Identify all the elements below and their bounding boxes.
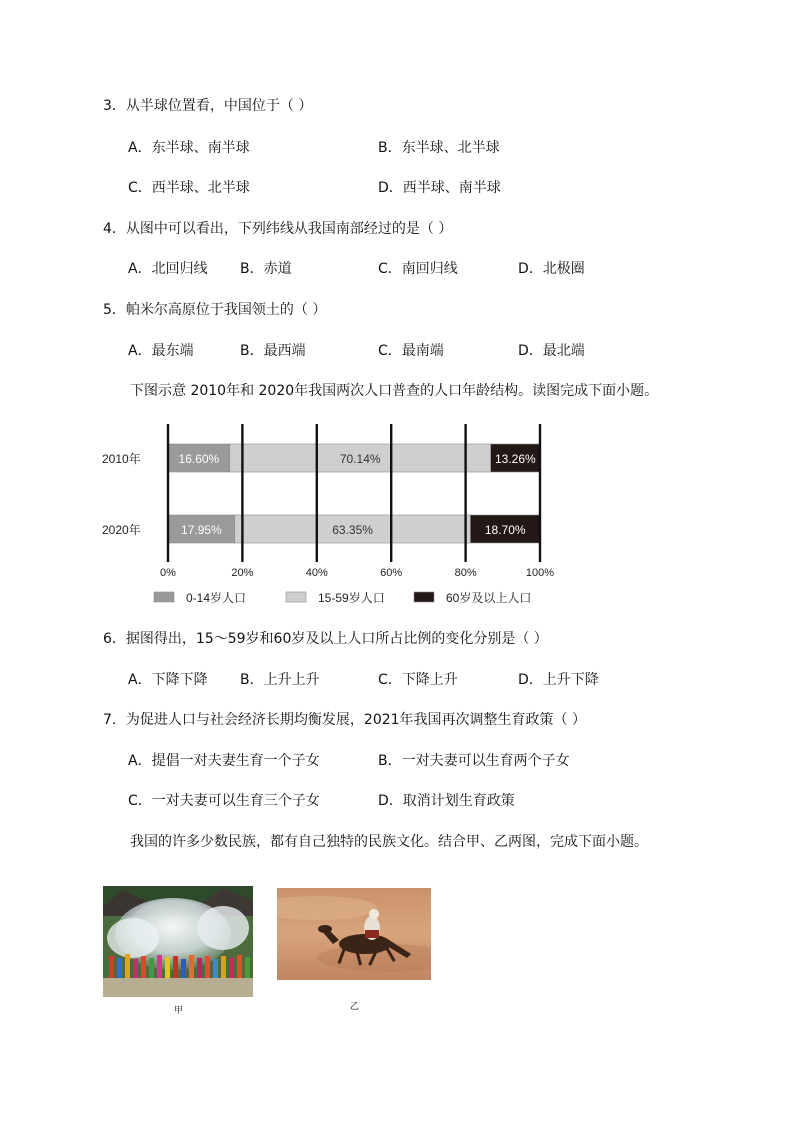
question-5-option-b[interactable]: B．最西端 <box>240 343 306 359</box>
question-4-option-a[interactable]: A．北回归线 <box>128 261 208 277</box>
question-6-option-b[interactable]: B．上升上升 <box>240 672 320 688</box>
tick-label-5: 100% <box>525 567 555 579</box>
photo-right-caption: 乙 <box>350 1002 360 1012</box>
photos-intro-text: 我国的许多少数民族，都有自己独特的民族文化。结合甲、乙两图，完成下面小题。 <box>130 834 648 850</box>
category-label-1: 2020年 <box>102 523 141 537</box>
bar-label-0-0: 16.60% <box>178 452 220 466</box>
tick-label-1: 20% <box>231 567 254 579</box>
question-5-option-a[interactable]: A．最东端 <box>128 343 194 359</box>
question-3-stem: 3．从半球位置看，中国位于（ ） <box>103 98 313 114</box>
tick-label-3: 60% <box>380 567 403 579</box>
horse-riding-photo <box>277 888 431 980</box>
photo-left-caption: 甲 <box>174 1006 184 1016</box>
legend-label-0: 0-14岁人口 <box>186 591 247 605</box>
question-3-option-a[interactable]: A．东半球、南半球 <box>128 140 250 156</box>
question-3-option-b[interactable]: B．东半球、北半球 <box>378 140 500 156</box>
question-4-option-b[interactable]: B．赤道 <box>240 261 292 277</box>
question-6-stem: 6．据图得出，15～59岁和60岁及以上人口所占比例的变化分别是（ ） <box>103 631 548 647</box>
question-7-option-a[interactable]: A．提倡一对夫妻生育一个子女 <box>128 753 320 769</box>
chart-legend <box>154 590 531 605</box>
question-6-option-c[interactable]: C．下降上升 <box>378 672 458 688</box>
chart-tick-labels <box>160 567 554 579</box>
category-label-0: 2010年 <box>102 452 141 466</box>
question-7-option-c[interactable]: C．一对夫妻可以生育三个子女 <box>128 793 320 809</box>
tick-label-0: 0% <box>160 567 176 579</box>
legend-swatch-1 <box>286 592 306 602</box>
question-7-option-b[interactable]: B．一对夫妻可以生育两个子女 <box>378 753 570 769</box>
bar-label-1-0: 17.95% <box>181 523 222 537</box>
question-3-option-d[interactable]: D．西半球、南半球 <box>378 180 501 196</box>
bar-label-1-2: 18.70% <box>484 523 526 537</box>
question-7-option-d[interactable]: D．取消计划生育政策 <box>378 793 515 809</box>
chart-category-labels <box>102 451 141 537</box>
bar-label-0-2: 13.26% <box>494 452 536 466</box>
question-5-option-d[interactable]: D．最北端 <box>518 343 585 359</box>
question-5-option-c[interactable]: C．最南端 <box>378 343 444 359</box>
population-age-structure-chart <box>96 418 566 608</box>
legend-label-1: 15-59岁人口 <box>318 591 385 605</box>
legend-label-2: 60岁及以上人口 <box>446 591 532 605</box>
legend-swatch-2 <box>414 592 434 602</box>
question-4-option-c[interactable]: C．南回归线 <box>378 261 458 277</box>
legend-swatch-0 <box>154 592 174 602</box>
bar-label-0-1: 70.14% <box>339 452 381 466</box>
tick-label-4: 80% <box>454 567 477 579</box>
water-splashing-festival-photo <box>103 886 253 997</box>
bar-label-1-1: 63.35% <box>332 523 373 537</box>
question-7-stem: 7．为促进人口与社会经济长期均衡发展，2021年我国再次调整生育政策（ ） <box>103 712 586 728</box>
question-5-stem: 5．帕米尔高原位于我国领土的（ ） <box>103 302 327 318</box>
question-6-option-a[interactable]: A．下降下降 <box>128 672 208 688</box>
chart-intro-text: 下图示意 2010年和 2020年我国两次人口普查的人口年龄结构。读图完成下面小题。 <box>130 383 659 399</box>
question-3-option-c[interactable]: C．西半球、北半球 <box>128 180 250 196</box>
question-4-option-d[interactable]: D．北极圈 <box>518 261 585 277</box>
question-4-stem: 4．从图中可以看出，下列纬线从我国南部经过的是（ ） <box>103 221 453 237</box>
tick-label-2: 40% <box>305 567 328 579</box>
question-6-option-d[interactable]: D．上升下降 <box>518 672 599 688</box>
